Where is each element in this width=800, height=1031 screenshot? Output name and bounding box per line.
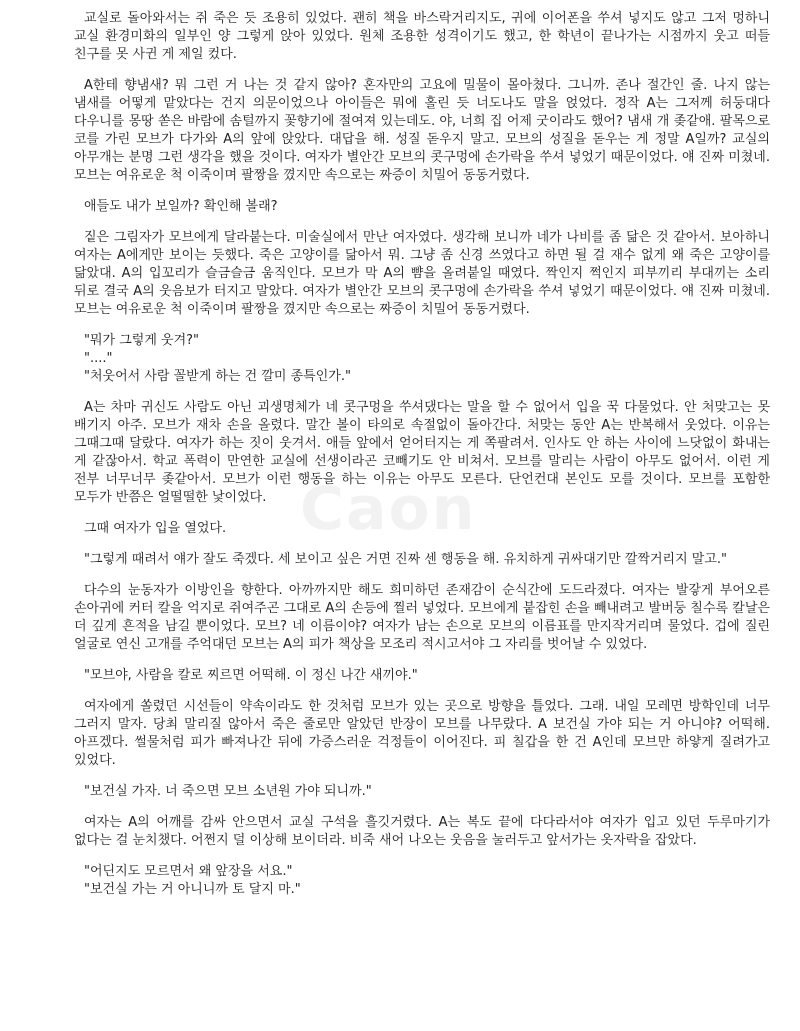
- dialogue-line: "처웃어서 사람 꼴받게 하는 건 깔미 종특인가.": [84, 369, 351, 384]
- paragraph: 여자는 A의 어깨를 감싸 안으면서 교실 구석을 흘깃거렸다. A는 복도 끝에 다다라서야 여자가 입고 있던 두루마기가 없다는 걸 눈치챘다. 어쩐지 덜 이상해 보이더라. 비죽 새어 나오는 웃음을 눌러두고 앞서가는 옷자락을 잡았다.: [74, 815, 770, 848]
- dialogue-line: "보건실 가는 거 아니니까 토 달지 마.": [84, 882, 301, 897]
- dialogue-line: "모브야, 사람을 칼로 찌르면 어떡해. 이 정신 나간 새끼야.": [84, 668, 418, 683]
- dialogue-line: "그렇게 때려서 얘가 잘도 죽겠다. 세 보이고 싶은 거면 진짜 센 행동을 해. 유치하게 귀싸대기만 깔짝거리지 말고.": [84, 552, 728, 567]
- paragraph: 여자에게 쏠렸던 시선들이 약속이라도 한 것처럼 모브가 있는 곳으로 방향을 틀었다. 그래. 내일 모레면 방학인데 너무 그러지 말자. 당최 말리질 않아서 죽은 줄로만 알았던 반장이 모브를 나무랐다. A 보건실 가야 되는 거 아니야? 어떡해. 아프겠다. 썰물처럼 피가 빠져나간 뒤에 가증스러운 걱정들이 이어진다. 피 칠갑을 한 건 A인데 모브만 하얗게 질려가고 있었다.: [74, 699, 770, 768]
- paragraph: 짙은 그림자가 모브에게 달라붙는다. 미술실에서 만난 여자였다. 생각해 보니까 네가 나비를 좀 닮은 것 같아서. 보아하니 여자는 A에게만 보이는 듯했다. 죽은 고양이를 닮아서 뭐. 그냥 좀 신경 쓰였다고 하면 될 걸 재수 없게 왜 죽은 고양이를 닮았대. A의 입꼬리가 슬금슬금 움직인다. 모브가 막 A의 뺨을 올려붙일 때였다. 짝인지 쩍인지 피부끼리 부대끼는 소리 뒤로 결국 A의 웃음보가 터지고 말았다. 여자가 별안간 모브의 콧구멍에 손가락을 쑤셔 넣었기 때문이었다. 얘 진짜 미쳤네. 모브는 여유로운 척 이죽이며 팔짱을 꼈지만 속으로는 짜증이 치밀어 동동거렸다.: [74, 230, 770, 317]
- dialogue-line: "....": [84, 351, 113, 366]
- paragraph: A는 차마 귀신도 사람도 아닌 괴생명체가 네 콧구멍을 쑤셔댔다는 말을 할 수 없어서 입을 꾹 다물었다. 안 처맞고는 못 배기지 아주. 모브가 재차 손을 올렸다. 말간 볼이 타의로 속절없이 돌아간다. 처맞는 동안 A는 반복해서 웃었다. 이유는 그때그때 달랐다. 여자가 하는 짓이 웃겨서. 애들 앞에서 얻어터지는 게 쪽팔려서. 인사도 안 하는 사이에 느닷없이 화내는 게 같잖아서. 학교 폭력이 만연한 교실에 선생이라곤 코빼기도 안 비쳐서. 모브를 말리는 사람이 아무도 없어서. 이런 게 전부 너무너무 좆같아서. 모브가 이런 행동을 하는 이유는 아무도 모른다. 단언컨대 본인도 모를 것이다. 모브를 포함한 모두가 반쯤은 얼떨떨한 낯이었다.: [74, 400, 770, 505]
- dialogue-line: "뭐가 그렇게 웃겨?": [84, 333, 200, 348]
- paragraph: 교실로 돌아와서는 쥐 죽은 듯 조용히 있었다. 괜히 책을 바스락거리지도, 귀에 이어폰을 쑤셔 넣지도 않고 그저 멍하니 교실 환경미화의 일부인 양 그렇게 앉아 있었다. 원체 조용한 성격이기도 했고, 한 학년이 끝나가는 시점까지 웃고 떠들 친구를 못 사귄 게 제일 컸다.: [74, 11, 770, 62]
- watermark: Caon: [300, 474, 477, 544]
- paragraph: 그때 여자가 입을 열었다.: [84, 521, 227, 536]
- paragraph: A한테 향냄새? 뭐 그런 거 나는 것 같지 않아? 혼자만의 고요에 밀물이 몰아쳤다. 그니까. 존나 절간인 줄. 나지 않는 냄새를 어떻게 맡았다는 건지 의문이었으나 아이들은 뭐에 홀린 듯 너도나도 말을 얹었다. 정작 A는 그저께 허둥대다 다우니를 몽땅 쏟은 바람에 솜털까지 꽃향기에 절여져 있는데도. 야, 너희 집 어제 굿이라도 했어? 냄새 개 좆같애. 팔목으로 코를 가린 모브가 다가와 A의 앞에 앉았다. 대답을 해. 성질 돋우지 말고. 모브의 성질을 돋우는 게 정말 A일까? 교실의 아무개는 분명 그런 생각을 했을 것이다. 여자가 별안간 모브의 콧구멍에 손가락을 쑤셔 넣었기 때문이었다. 얘 진짜 미쳤네. 모브는 여유로운 척 이죽이며 팔짱을 꼈지만 속으로는 짜증이 치밀어 동동거렸다.: [74, 78, 770, 183]
- paragraph: 다수의 눈동자가 이방인을 향한다. 아까까지만 해도 희미하던 존재감이 순식간에 도드라졌다. 여자는 발갛게 부어오른 손아귀에 커터 칼을 억지로 쥐여주곤 그대로 A의 손등에 찔러 넣었다. 모브에게 붙잡힌 손을 빼내려고 발버둥 칠수록 칼날은 더 깊게 흔적을 남길 뿐이었다. 모브? 네 이름이야? 여자가 남는 손으로 모브의 이름표를 만지작거리며 물었다. 겁에 질린 얼굴로 연신 고개를 주억대던 모브는 A의 피가 책상을 모조리 적시고서야 그 자리를 벗어날 수 있었다.: [74, 583, 770, 652]
- dialogue-line: "어딘지도 모르면서 왜 앞장을 서요.": [84, 864, 293, 879]
- dialogue-line: "보건실 가자. 너 죽으면 모브 소년원 가야 되니까.": [84, 784, 372, 799]
- paragraph: 애들도 내가 보일까? 확인해 볼래?: [84, 199, 278, 214]
